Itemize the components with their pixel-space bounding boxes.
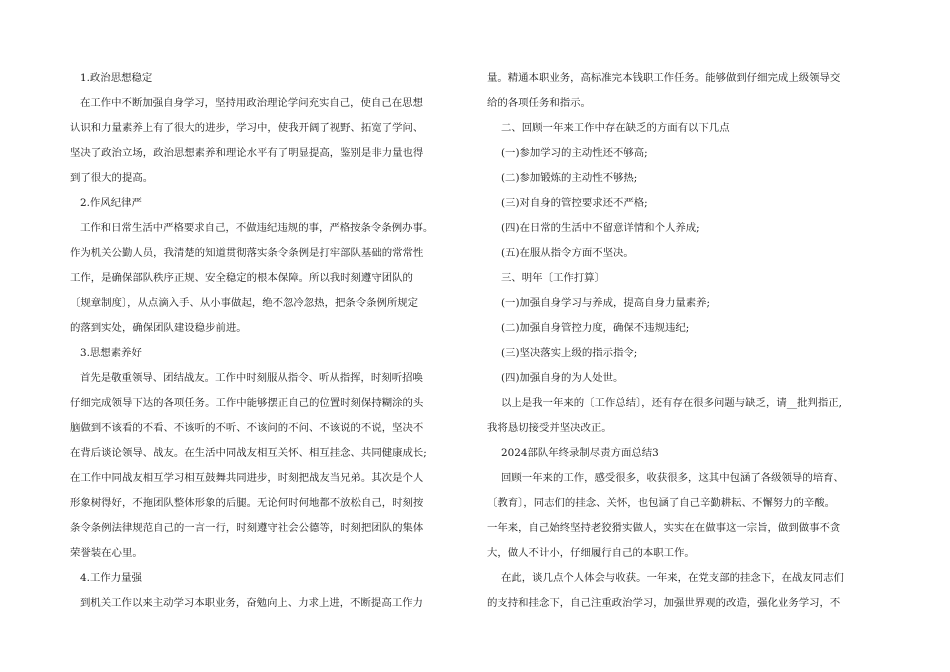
text-line: 〔规章制度〕，从点滴入手、从小事做起，绝不忽冷忽热，把条令条例所规定	[70, 297, 419, 309]
text-line: (四)加强自身的为人处世。	[501, 372, 624, 384]
text-line: (二)参加锻炼的主动性不够热;	[501, 172, 638, 184]
text-line: 给的各项任务和指示。	[487, 97, 591, 109]
text-line: 条令条例法律规范自己的一言一行，时刻遵守社会公德等，时刻把团队的集体	[70, 522, 424, 534]
text-line: 在背后谈论领导、战友。在生活中同战友相互关怀、相互挂念、共同健康成长;	[70, 447, 427, 459]
text-line: 脑做到不该看的不看、不该听的不听、不该问的不问、不该说的不说，坚决不	[70, 422, 424, 434]
text-line: 的落到实处，确保团队建设稳步前进。	[70, 322, 247, 334]
text-line: 工作，是确保部队秩序正规、安全稳定的根本保障。所以我时刻遵守团队的	[70, 272, 413, 284]
text-line: (四)在日常的生活中不留意详情和个人养成;	[501, 222, 700, 234]
text-line: 在工作中不断加强自身学习，坚持用政治理论学问充实自己，使自己在思想	[80, 97, 423, 109]
text-line: 的支持和挂念下，自己注重政治学习，加强世界观的改造，强化业务学习，不	[487, 597, 841, 609]
text-line: 荣誉装在心里。	[70, 547, 143, 559]
text-line: 3.思想素养好	[80, 347, 142, 359]
left-column	[70, 66, 462, 616]
text-line: 以上是我一年来的〔工作总结〕，还有存在很多问题与缺乏，请__批判指正,	[501, 397, 842, 409]
text-line: 在工作中同战友相互学习相互鼓舞共同进步，时刻把战友当兄弟。其次是个人	[70, 472, 424, 484]
text-line: 三、明年〔工作打算〕	[501, 272, 605, 284]
text-line: 仔细完成领导下达的各项任务。工作中能够摆正自己的位置时刻保持糊涂的头	[70, 397, 424, 409]
text-line: 坚决了政治立场，政治思想素养和理论水平有了明显提高，鉴别是非力量也得	[70, 147, 424, 159]
text-line: 认识和力量素养上有了很大的进步，学习中，使我开阔了视野、拓宽了学问、	[70, 122, 424, 134]
text-line: (二)加强自身管控力度，确保不违规违纪;	[501, 322, 690, 334]
text-line: 2024部队年终录制尽责方面总结3	[501, 447, 659, 459]
text-line: 到机关工作以来主动学习本职业务，奋勉向上、力求上进，不断提高工作力	[80, 597, 423, 609]
text-line: 2.作风纪律严	[80, 197, 142, 209]
text-line: 量。精通本职业务，高标准完本钱职工作任务。能够做到仔细完成上级领导交	[487, 72, 841, 84]
text-line: 作为机关公勤人员，我清楚的知道贯彻落实条令条例是打牢部队基础的常常性	[70, 247, 424, 259]
right-column	[487, 66, 879, 616]
text-line: (一)加强自身学习与养成，提高自身力量素养;	[501, 297, 711, 309]
text-line: 回顾一年来的工作，感受很多，收获很多，这其中包涵了各级领导的培育、	[501, 472, 844, 484]
text-line: (三)坚决落实上级的指示指令;	[501, 347, 638, 359]
text-line: 〔教育〕，同志们的挂念、关怀，也包涵了自己辛勤耕耘、不懈努力的辛酸。	[487, 497, 836, 509]
text-line: (三)对自身的管控要求还不严格;	[501, 197, 648, 209]
text-line: 到了很大的提高。	[70, 172, 154, 184]
text-line: 形象树得好，不拖团队整体形象的后腿。无论何时何地都不放松自己，时刻按	[70, 497, 424, 509]
text-line: 二、回顾一年来工作中存在缺乏的方面有以下几点	[501, 122, 730, 134]
text-line: (五)在服从指令方面不坚决。	[501, 247, 634, 259]
text-line: 首先是敬重领导、团结战友。工作中时刻服从指令、听从指挥，时刻听招唤	[80, 372, 423, 384]
text-line: 1.政治思想稳定	[80, 72, 153, 84]
text-line: 我将恳切接受并坚决改正。	[487, 422, 612, 434]
text-line: 4.工作力量强	[80, 572, 142, 584]
text-line: 一年来，自己始终坚持老狡猾实做人，实实在在做事这一宗旨，做到做事不贪	[487, 522, 841, 534]
text-line: (一)参加学习的主动性还不够高;	[501, 147, 648, 159]
text-line: 工作和日常生活中严格要求自己，不做违纪违规的事，严格按条令条例办事。	[80, 222, 434, 234]
text-line: 在此，谈几点个人体会与收获。一年来，在党支部的挂念下，在战友同志们	[501, 572, 844, 584]
text-line: 大，做人不计小，仔细履行自己的本职工作。	[487, 547, 695, 559]
